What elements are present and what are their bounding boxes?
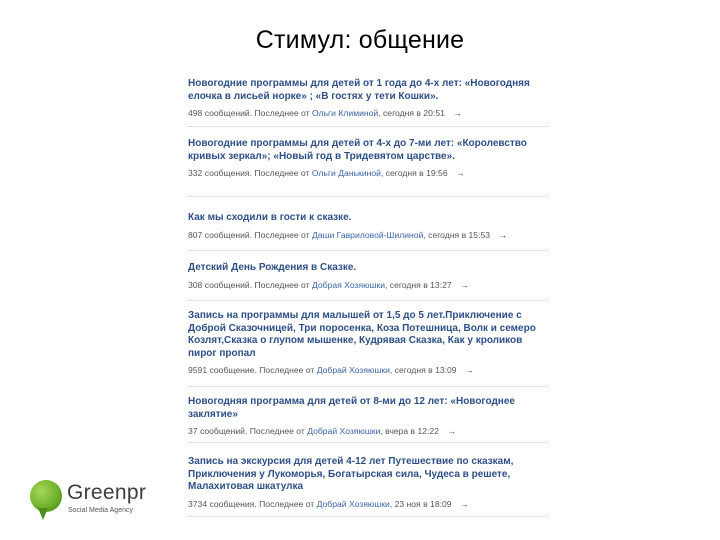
topic-meta xyxy=(188,108,548,118)
topic-item xyxy=(188,212,548,251)
speech-bubble-tail-icon xyxy=(38,508,48,520)
topic-meta xyxy=(188,280,548,290)
last-post-label: Последнее от xyxy=(254,108,310,118)
topic-item xyxy=(188,138,548,197)
go-to-last-post-arrow-icon[interactable]: → xyxy=(456,168,465,178)
last-post-label: Последнее от xyxy=(254,168,310,178)
go-to-last-post-arrow-icon[interactable]: → xyxy=(464,365,474,375)
last-post-author-link[interactable]: Добрай Хозяюшки xyxy=(316,365,390,375)
message-count: 332 сообщения. xyxy=(188,168,252,178)
logo-tagline: Social Media Agency xyxy=(68,507,133,514)
last-post-time: , вчера в 12:22 xyxy=(380,426,439,436)
last-post-label: Последнее от xyxy=(249,426,305,436)
message-count: 498 сообщений. xyxy=(188,108,253,118)
topic-meta xyxy=(188,499,548,509)
last-post-time: , сегодня в 13:09 xyxy=(389,365,457,375)
topic-title-link[interactable]: Новогодняя программа для детей от 8-ми до 12 лет: «Новогоднее заклятие» xyxy=(188,396,515,420)
last-post-label: Последнее от xyxy=(259,498,315,509)
last-post-author-link[interactable]: Добрая Хозяюшки xyxy=(311,279,385,290)
last-post-label: Последнее от xyxy=(259,365,315,375)
last-post-author-link[interactable]: Даши Гавриловой-Шилиной xyxy=(311,229,424,240)
message-count: 308 сообщений. xyxy=(188,279,253,290)
topic-title-link[interactable]: Новогодние программы для детей от 1 года до 4-х лет: «Новогодняя елочка в лисьей норке» ; «В гостях у тети Кошки». xyxy=(188,78,530,102)
last-post-author-link[interactable]: Добрай Хозяюшки xyxy=(307,426,381,436)
topic-meta xyxy=(188,230,548,240)
topic-item xyxy=(188,262,548,301)
last-post-time: , сегодня в 19:56 xyxy=(380,168,448,178)
slide-title: Стимул: общение xyxy=(255,26,465,54)
last-post-time: , сегодня в 15:53 xyxy=(423,229,491,240)
topic-title-link[interactable]: Запись на программы для малышей от 1,5 до 5 лет.Приключение с Доброй Сказочницей, Три поросенка, Коза Потешница, Волк и семеро Козлят,Сказка о глупом мышенке, Кудрявая Сказка, Как у кроликов пирог пропал xyxy=(188,310,536,359)
topic-item xyxy=(188,456,548,517)
go-to-last-post-arrow-icon[interactable]: → xyxy=(447,426,456,436)
topic-title-link[interactable]: Запись на экскурсия для детей 4-12 лет Путешествие по сказкам, Приключения у Лукоморья, Богатырская сила, Чудеса в решете, Малахитовая шкатулка xyxy=(188,456,514,492)
last-post-time: , сегодня в 13:27 xyxy=(385,279,452,290)
last-post-label: Последнее от xyxy=(254,229,310,240)
logo-name: Greenpr xyxy=(67,481,147,504)
last-post-author-link[interactable]: Добрай Хозяюшки xyxy=(316,498,390,509)
topic-meta xyxy=(188,168,548,178)
last-post-label: Последнее от xyxy=(254,279,310,290)
go-to-last-post-arrow-icon[interactable]: → xyxy=(459,498,469,509)
topic-title-link[interactable]: Как мы сходили в гости к сказке. xyxy=(188,212,352,223)
topic-item xyxy=(188,310,548,387)
topic-title-link[interactable]: Детский День Рождения в Сказке. xyxy=(188,262,357,273)
topic-item xyxy=(188,396,548,443)
message-count: 37 сообщений. xyxy=(188,426,248,436)
go-to-last-post-arrow-icon[interactable]: → xyxy=(460,279,469,290)
greenpr-logo xyxy=(27,478,177,526)
last-post-time: , сегодня в 20:51 xyxy=(378,108,445,118)
message-count: 807 сообщений. xyxy=(188,229,253,240)
topic-meta xyxy=(188,426,548,436)
topic-item xyxy=(188,78,548,127)
forum-topic-list xyxy=(178,66,556,522)
go-to-last-post-arrow-icon[interactable]: → xyxy=(498,229,508,240)
last-post-author-link[interactable]: Ольги Климиной xyxy=(311,108,379,118)
topic-meta xyxy=(188,365,548,375)
message-count: 9591 сообщение. xyxy=(188,365,257,375)
go-to-last-post-arrow-icon[interactable]: → xyxy=(453,108,462,118)
last-post-time: , 23 ноя в 18:09 xyxy=(389,498,452,509)
topic-title-link[interactable]: Новогодние программы для детей от 4-х до 7-ми лет: «Королевство кривых зеркал»; «Новый год в Тридевятом царстве». xyxy=(188,138,527,162)
last-post-author-link[interactable]: Ольги Данькиной xyxy=(311,168,381,178)
message-count: 3734 сообщения. xyxy=(188,498,257,509)
